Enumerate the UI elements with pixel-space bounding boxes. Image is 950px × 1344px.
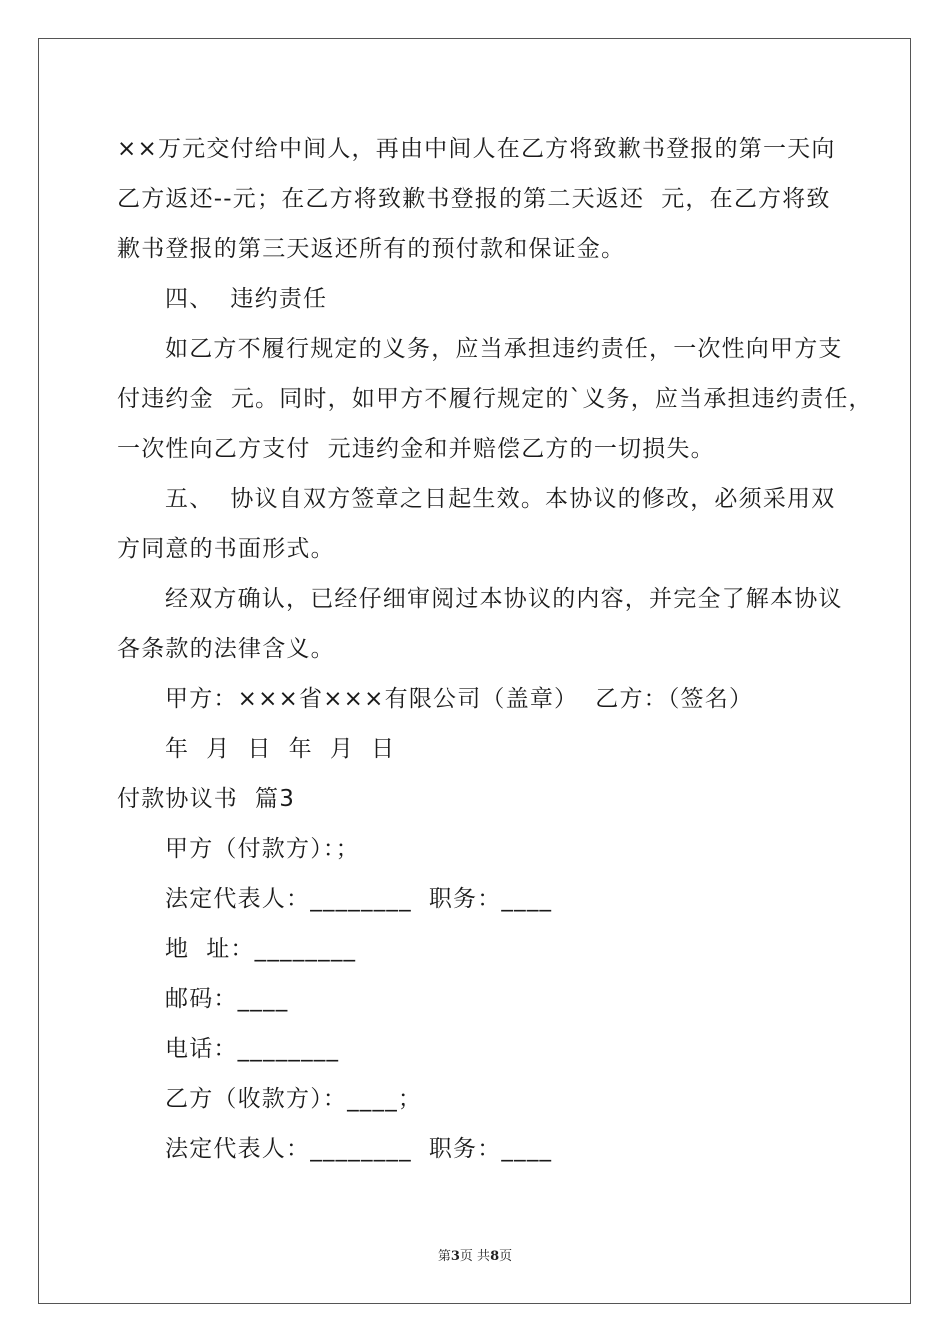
party-a-line: 甲方（付款方）：； [165,836,360,862]
signature-line: 甲方：×××省×××有限公司（盖章） 乙方：（签名） [165,686,754,712]
footer-suffix: 页 [499,1249,513,1264]
document-body [117,124,873,1174]
footer-prefix: 第 [437,1249,451,1264]
paragraph-line: 歉书登报的第三天返还所有的预付款和保证金。 [117,236,626,262]
page-footer [0,1245,950,1264]
form-field-line: 邮码：____ [165,986,289,1012]
date-line: 年 月 日 年 月 日 [165,736,396,762]
paragraph-line: 付违约金 元。同时，如甲方不履行规定的`义务，应当承担违约责任， [117,386,873,412]
paragraph-line: 各条款的法律含义。 [117,636,335,662]
paragraph-line: 经双方确认，已经仔细审阅过本协议的内容，并完全了解本协议 [165,586,843,612]
paragraph-line: ××万元交付给中间人，再由中间人在乙方将致歉书登报的第一天向 [117,136,836,162]
form-field-line: 电话：________ [165,1036,340,1062]
paragraph-line: 一次性向乙方支付 元违约金和并赔偿乙方的一切损失。 [117,436,715,462]
form-field-line: 法定代表人：________ 职务：____ [165,886,553,912]
document-title: 付款协议书 篇3 [117,786,296,812]
footer-page-number: 3 [450,1249,460,1264]
footer-mid: 页 共 [459,1249,491,1264]
paragraph-line: 如乙方不履行规定的义务，应当承担违约责任，一次性向甲方支 [165,336,843,362]
paragraph-line: 乙方返还--元；在乙方将致歉书登报的第二天返还 元，在乙方将致 [117,186,831,212]
paragraph-line: 方同意的书面形式。 [117,536,335,562]
section-heading: 五、 协议自双方签章之日起生效。本协议的修改，必须采用双 [165,486,836,512]
form-field-line: 地 址：________ [165,936,357,962]
form-field-line: 法定代表人：________ 职务：____ [165,1136,553,1162]
section-heading: 四、 违约责任 [165,286,328,312]
party-b-line: 乙方（收款方）：____； [165,1086,423,1112]
footer-total-pages: 8 [490,1249,500,1264]
